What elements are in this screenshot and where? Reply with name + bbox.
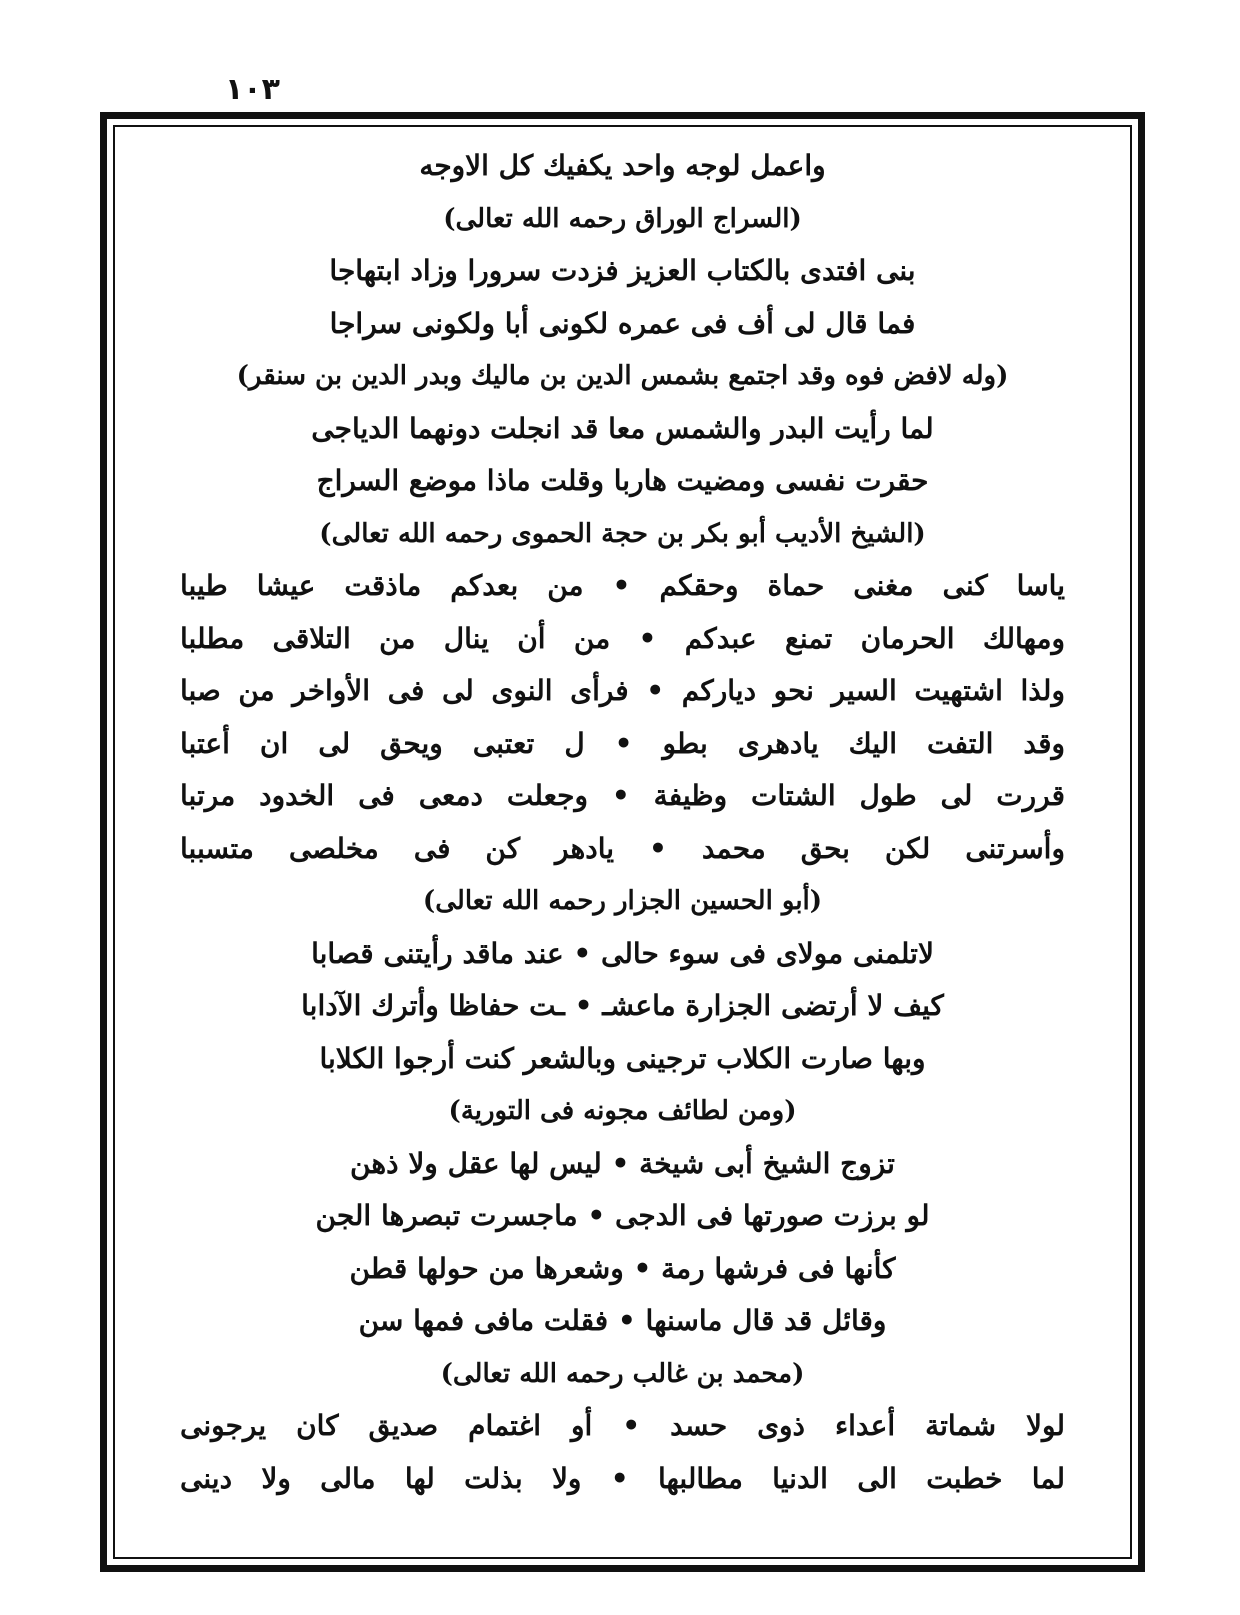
poem-text-block bbox=[130, 140, 1115, 1550]
line-text: (أبو الحسين الجزار رحمه الله تعالى) bbox=[422, 886, 823, 916]
verse-line bbox=[130, 455, 1115, 508]
line-text: وبها صارت الكلاب ترجينى وبالشعر كنت أرجوا الكلابا bbox=[319, 1041, 926, 1075]
line-text: وأسرتنى لكن بحق محمد • يادهر كن فى مخلصى متسببا bbox=[180, 831, 1065, 865]
line-text: (وله لافض فوه وقد اجتمع بشمس الدين بن ماليك وبدر الدين بن سنقر) bbox=[236, 361, 1009, 391]
verse-line bbox=[130, 1138, 1115, 1191]
attribution-line bbox=[130, 875, 1115, 928]
page-number: ١٠٣ bbox=[225, 72, 280, 107]
line-text: كأنها فى فرشها رمة • وشعرها من حولها قطن bbox=[349, 1251, 896, 1285]
line-text: (السراج الوراق رحمه الله تعالى) bbox=[443, 203, 802, 234]
line-text: (ومن لطائف مجونه فى التورية) bbox=[448, 1096, 797, 1126]
line-text: بنى افتدى بالكتاب العزيز فزدت سرورا وزاد ابتهاجا bbox=[329, 254, 916, 287]
verse-line bbox=[130, 1243, 1115, 1296]
verse-line bbox=[130, 298, 1115, 351]
verse-line bbox=[130, 140, 1115, 193]
line-text: وقائل قد قال ماسنها • فقلت مافى فمها سن bbox=[358, 1304, 887, 1337]
verse-line bbox=[130, 1453, 1115, 1506]
line-text: ومهالك الحرمان تمنع عبدكم • من أن ينال من التلاقى مطلبا bbox=[180, 621, 1065, 655]
line-text: لما خطبت الى الدنيا مطالبها • ولا بذلت لها مالى ولا دينى bbox=[180, 1461, 1065, 1495]
attribution-line bbox=[130, 350, 1115, 403]
line-text: تزوج الشيخ أبى شيخة • ليس لها عقل ولا ذهن bbox=[350, 1146, 895, 1180]
verse-line bbox=[130, 1400, 1115, 1453]
verse-line bbox=[130, 823, 1115, 876]
line-text: وقد التفت اليك يادهرى بطو • ل تعتبى ويحق لى ان أعتبا bbox=[180, 726, 1065, 760]
line-text: لاتلمنى مولاى فى سوء حالى • عند ماقد رأيتنى قصابا bbox=[311, 936, 934, 970]
attribution-line bbox=[130, 193, 1115, 246]
verse-line bbox=[130, 560, 1115, 613]
verse-line bbox=[130, 245, 1115, 298]
line-text: (الشيخ الأديب أبو بكر بن حجة الحموى رحمه الله تعالى) bbox=[319, 518, 926, 549]
verse-line bbox=[130, 613, 1115, 666]
line-text: قررت لى طول الشتات وظيفة • وجعلت دمعى فى الخدود مرتبا bbox=[180, 779, 1065, 812]
attribution-line bbox=[130, 1085, 1115, 1138]
verse-line bbox=[130, 1295, 1115, 1348]
line-text: (محمد بن غالب رحمه الله تعالى) bbox=[440, 1358, 805, 1389]
attribution-line bbox=[130, 508, 1115, 561]
line-text: حقرت نفسى ومضيت هاربا وقلت ماذا موضع السراج bbox=[316, 464, 929, 497]
line-text: واعمل لوجه واحد يكفيك كل الاوجه bbox=[419, 149, 826, 182]
line-text: لما رأيت البدر والشمس معا قد انجلت دونهما الدياجى bbox=[311, 411, 934, 445]
line-text: لولا شماتة أعداء ذوى حسد • أو اغتمام صديق كان يرجونى bbox=[180, 1409, 1065, 1442]
verse-line bbox=[130, 928, 1115, 981]
verse-line bbox=[130, 980, 1115, 1033]
verse-line bbox=[130, 403, 1115, 456]
attribution-line bbox=[130, 1348, 1115, 1401]
line-text: لو برزت صورتها فى الدجى • ماجسرت تبصرها الجن bbox=[315, 1199, 930, 1232]
verse-line bbox=[130, 665, 1115, 718]
verse-line bbox=[130, 1033, 1115, 1086]
verse-line bbox=[130, 718, 1115, 771]
line-text: فما قال لى أف فى عمره لكونى أبا ولكونى سراجا bbox=[329, 306, 916, 340]
line-text: ولذا اشتهيت السير نحو دياركم • فرأى النوى لى فى الأواخر من صبا bbox=[180, 674, 1065, 707]
line-text: كيف لا أرتضى الجزارة ماعشـ • ـت حفاظا وأترك الآدابا bbox=[301, 989, 944, 1022]
verse-line bbox=[130, 1190, 1115, 1243]
verse-line bbox=[130, 770, 1115, 823]
line-text: ياسا كنى مغنى حماة وحقكم • من بعدكم ماذقت عيشا طيبا bbox=[180, 569, 1065, 602]
